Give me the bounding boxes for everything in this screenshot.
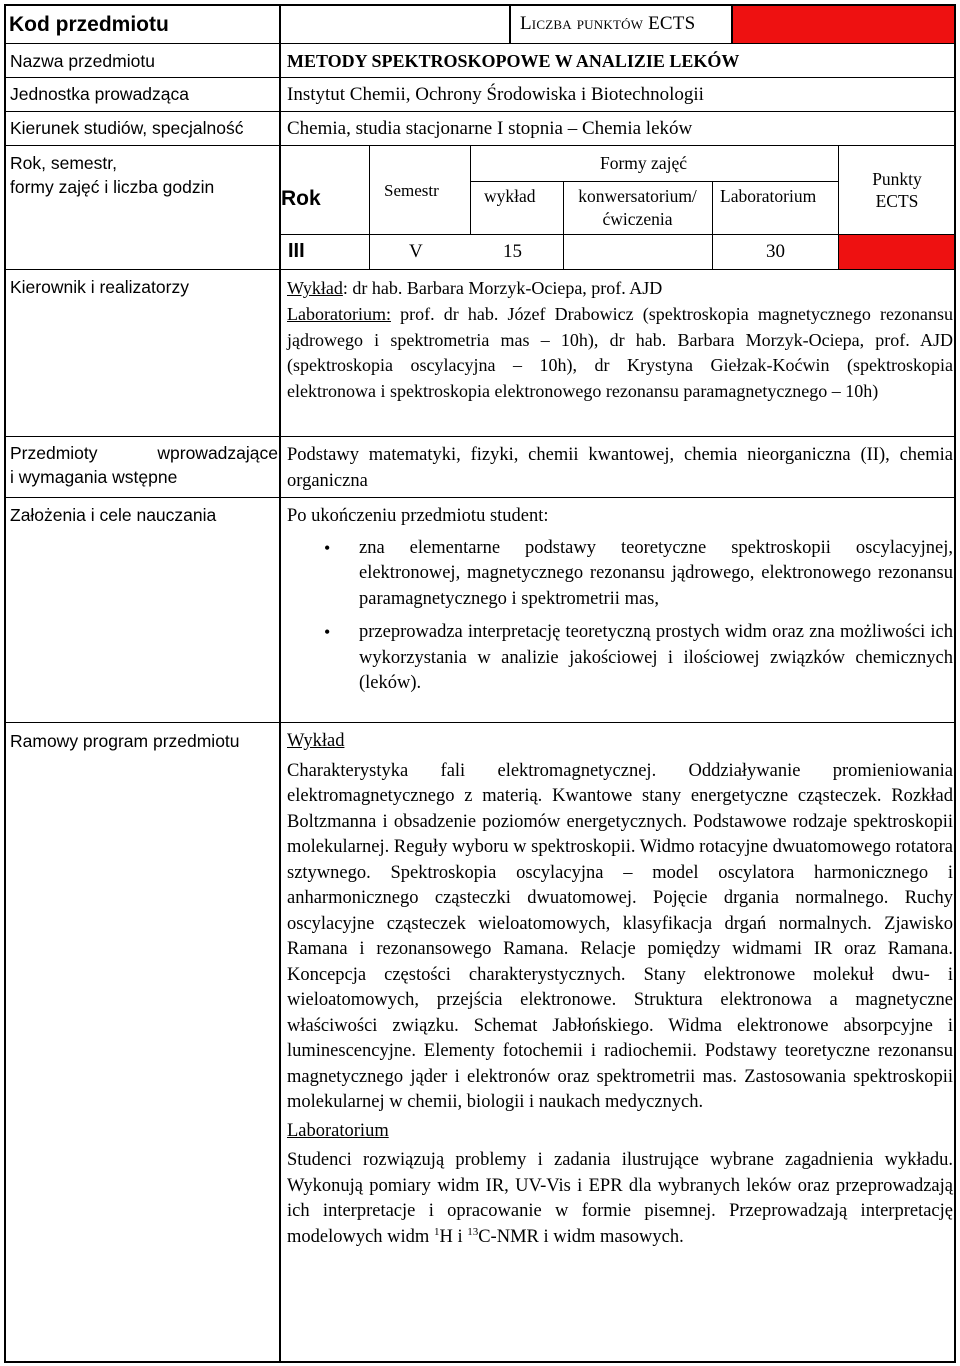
- rok-value: III: [288, 240, 305, 262]
- lead-label: Kierownik i realizatorzy: [10, 277, 189, 297]
- lead-block: [287, 276, 953, 404]
- punkty-red-cell: [838, 234, 955, 269]
- unit-label: Jednostka prowadząca: [10, 84, 189, 104]
- goals-list: [287, 536, 953, 697]
- prereq-label-line2: i wymagania wstępne: [10, 467, 178, 487]
- ects-red-cell: [731, 4, 955, 43]
- program-wyklad-heading: Wykład: [287, 731, 345, 751]
- lead-wyklad: Wykład: dr hab. Barbara Morzyk-Ociepa, prof. AJD: [287, 278, 663, 298]
- lab-value: 30: [766, 241, 785, 262]
- program-block: [287, 729, 953, 1250]
- lab-header: Laboratorium: [720, 186, 817, 206]
- goals-intro: Po ukończeniu przedmiotu student:: [287, 506, 549, 526]
- goals-label: Założenia i cele nauczania: [10, 505, 217, 525]
- rok-header: Rok: [281, 187, 321, 210]
- program-label: Ramowy program przedmiotu: [10, 731, 240, 751]
- field-label: Kierunek studiów, specjalność: [10, 118, 244, 138]
- goal-item: • przeprowadza interpretację teoretyczną prostych widm oraz zna możliwości ich wykorzystania w analizie jakościowej i ilościowej związków chemicznych (leków).: [287, 620, 953, 697]
- code-label: Kod przedmiotu: [9, 13, 169, 36]
- wyklad-header: wykład: [484, 186, 536, 206]
- program-lab-text: Studenci rozwiązują problemy i zadania ilustrujące wybrane zagadnienia wykładu. Wykonują pomiary widm IR, UV-Vis i EPR dla wybranych leków oraz przeprowadzają ich interpretacje i opracowanie w formie pisemnej. Przeprowadzają interpretację modelowych widm $^1$H i $^{13}$C-NMR i widm masowych.: [287, 1150, 953, 1247]
- name-label: Nazwa przedmiotu: [10, 51, 155, 71]
- semestr-header: Semestr: [384, 181, 439, 200]
- ects-label: Liczba punktów ECTS: [520, 13, 696, 34]
- konw-header: konwersatorium/ ćwiczenia: [578, 186, 697, 229]
- field-value: Chemia, studia stacjonarne I stopnia – Chemia leków: [287, 118, 693, 139]
- goal-item: • zna elementarne podstawy teoretyczne spektroskopii oscylacyjnej, elektronowej, magnetycznego rezonansu jądrowego, elektronowego rezonansu paramagnetycznego i spektrometrii mas,: [287, 536, 953, 613]
- goals-block: [287, 504, 953, 705]
- prereq-label-line1: Przedmioty wprowadzające: [10, 443, 278, 463]
- year-label-line1: Rok, semestr,: [10, 153, 117, 173]
- punkty-header: Punkty ECTS: [872, 169, 922, 211]
- formy-header: Formy zajęć: [600, 153, 687, 173]
- year-label-line2: formy zajęć i liczba godzin: [10, 177, 215, 197]
- semestr-value: V: [409, 241, 423, 262]
- lead-lab: Laboratorium: prof. dr hab. Józef Drabowicz (spektroskopia magnetycznego rezonansu jądrowego i spektrometria mas – 10h), dr hab. Barbara Morzyk-Ociepa, prof. AJD (spektroskopia oscylacyjna – 10h), dr Krystyna Giełzak-Koćwin (spektroskopia elektronowa i spektroskopia elektronowego rezonansu paramagnetycznego – 10h): [287, 304, 953, 401]
- program-lab-heading: Laboratorium: [287, 1120, 389, 1141]
- unit-value: Instytut Chemii, Ochrony Środowiska i Biotechnologii: [287, 84, 704, 105]
- program-wyklad-text: Charakterystyka fali elektromagnetycznej. Oddziaływanie promieniowania elektromagnetycznego z materią. Kwantowe stany energetyczne cząsteczek. Rozkład Boltzmanna i obsadzenie poziomów energetycznych. Podstawowe rodzaje spektroskopii molekularnej. Reguły wyboru w spektroskopii. Widmo rotacyjne dwuatomowego rotatora sztywnego. Spektroskopia oscylacyjna – model oscylatora harmonicznego i anharmonicznego cząsteczki dwuatomowej. Pojęcie drgania normalnego. Ruchy oscylacyjne cząsteczek wieloatomowych, klasyfikacja drgań normalnych. Zjawisko Ramana i rezonansowego Ramana. Relacje pomiędzy widmami IR oraz Ramana. Koncepcja częstości charakterystycznych. Stany elektronowe molekuł dwu- i wieloatomowych, przejścia elektronowe. Struktura elektronowa a magnetyczne właściwości związku. Schemat Jabłońskiego. Widma elektronowe absorpcyjne i luminescencyjne. Elementy fotochemii i radiochemii. Podstawy teoretyczne rezonansu magnetycznego jąder i elektronów oraz spektrometrii mas. Zastosowania spektroskopii molekularnej w chemii, biologii i naukach medycznych.: [287, 760, 953, 1112]
- prereq-text: Podstawy matematyki, fizyki, chemii kwantowej, chemia nieorganiczna (II), chemia organiczna: [287, 445, 953, 491]
- wyklad-value: 15: [503, 241, 522, 262]
- course-name: METODY SPEKTROSKOPOWE W ANALIZIE LEKÓW: [287, 51, 740, 71]
